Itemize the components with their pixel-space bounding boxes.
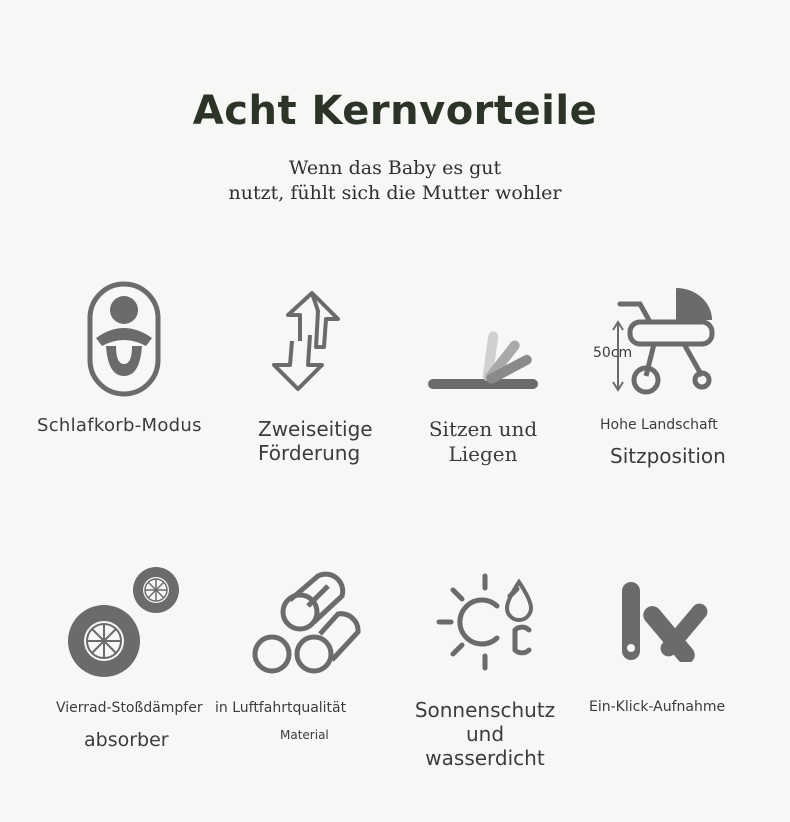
subtitle-line-1: Wenn das Baby es gut xyxy=(288,157,502,179)
subtitle-line-2: nutzt, fühlt sich die Mutter wohler xyxy=(228,182,562,204)
fold-icon xyxy=(620,580,714,662)
tubes-icon xyxy=(250,570,362,678)
feature-label-shock-line-2: absorber xyxy=(84,729,169,751)
height-label: 50cm xyxy=(593,345,633,361)
feature-label-two-way-line-2: Förderung xyxy=(258,441,361,465)
recline-icon xyxy=(426,325,540,393)
feature-label-high-view-line-1: Hohe Landschaft xyxy=(600,417,718,433)
feature-label-aviation-line-2: Material xyxy=(280,728,329,742)
feature-label-two-way xyxy=(258,417,373,465)
feature-label-one-click: Ein-Klick-Aufnahme xyxy=(589,699,726,715)
feature-label-sit-lie-line-2: Liegen xyxy=(448,442,518,466)
feature-label-bassinet: Schlafkorb-Modus xyxy=(37,415,202,436)
page-title: Acht Kernvorteile xyxy=(192,88,598,134)
wheels-icon xyxy=(66,565,182,681)
feature-label-sunshade-line-2: und xyxy=(465,722,505,746)
feature-label-sunshade-line-1: Sonnenschutz xyxy=(414,698,556,722)
feature-label-high-view-line-2: Sitzposition xyxy=(610,444,726,468)
feature-label-sunshade-line-3: wasserdicht xyxy=(425,746,545,770)
feature-label-sit-lie xyxy=(418,417,548,467)
sun-water-icon xyxy=(435,572,539,672)
feature-label-two-way-line-1: Zweiseitige xyxy=(258,417,373,441)
feature-label-sit-lie-line-1: Sitzen und xyxy=(428,417,538,441)
feature-label-aviation-line-1: in Luftfahrtqualität xyxy=(215,700,347,716)
bassinet-icon xyxy=(86,280,162,400)
page-subtitle xyxy=(0,156,790,206)
feature-label-shock-line-1: Vierrad-Stoßdämpfer xyxy=(56,700,203,716)
stroller-icon xyxy=(610,284,720,396)
two-way-arrow-icon xyxy=(266,285,344,395)
feature-label-sunshade xyxy=(405,698,565,770)
